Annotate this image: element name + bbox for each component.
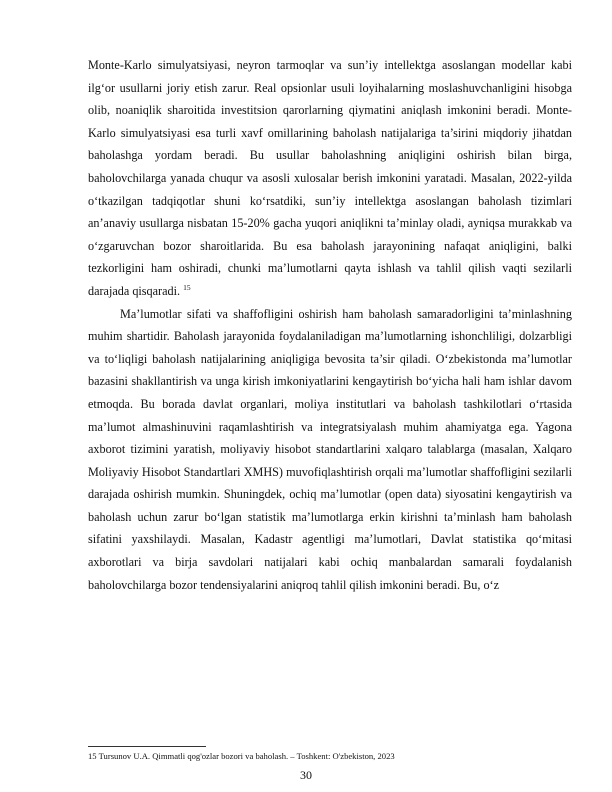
paragraph-1-text: Monte-Karlo simulyatsiyasi, neyron tarmoqlar va sun’iy intellektga asoslangan modellar kabi ilg‘or usullarni joriy etish zarur. Real opsionlar usuli loyihalarning moslashuvchanligini hisobga olib, noaniqlik sharoitida investitsion qarorlarning qiymatini aniqlash imkonini beradi. Monte-Karlo simulyatsiyasi esa turli xavf omillarining baholash natijalariga ta’sirini miqdoriy jihatdan baholashga yordam beradi. Bu usullar baholashning aniqligini oshirish bilan birga, baholovchilarga yanada chuqur va asosli xulosalar berish imkonini yaratadi. Masalan, 2022-yilda o‘tkazilgan tadqiqotlar shuni ko‘rsatdiki, sun’iy intellektga asoslangan baholash tizimlari an’anaviy usullarga nisbatan 15-20% gacha yuqori aniqlikni ta’minlay oladi, ayniqsa murakkab va o‘zgaruvchan bozor sharoitlarida. Bu esa baholash jarayonining nafaqat aniqligini, balki tezkorligini ham oshiradi, chunki ma’lumotlarni qayta ishlash va tahlil qilish vaqti sezilarli darajada qisqaradi. bbox=[88, 58, 572, 298]
paragraph-2-text: Ma’lumotlar sifati va shaffofligini oshirish ham baholash samaradorligini ta’minlashning muhim shartidir. Baholash jarayonida foydalaniladigan ma’lumotlarning ishonchliligi, dolzarbligi va to‘liqligi baholash natijalarining aniqligiga bevosita ta’sir qiladi. O‘zbekistonda ma’lumotlar bazasini shakllantirish va unga kirish imkoniyatlarini kengaytirish bo‘yicha hali ham ishlar davom etmoqda. Bu borada davlat organlari, moliya institutlari va baholash tashkilotlari o‘rtasida ma’lumot almashinuvini raqamlashtirish va integratsiyalash muhim ahamiyatga ega. Yagona axborot tizimini yaratish, moliyaviy hisobot standartlarini xalqaro talablarga (masalan, Xalqaro Moliyaviy Hisobot Standartlari XMHS) muvofiqlashtirish orqali ma’lumotlar shaffofligini sezilarli darajada oshirish mumkin. Shuningdek, ochiq ma’lumotlar (open data) siyosatini kengaytirish va baholash uchun zarur bo‘lgan statistik ma’lumotlarga erkin kirishni ta’minlash ham baholash sifatini yaxshilaydi. Masalan, Kadastr agentligi ma’lumotlari, Davlat statistika qo‘mitasi axborotlari va birja savdolari natijalari kabi ochiq manbalardan samarali foydalanish baholovchilarga bozor tendensiyalarini aniqroq tahlil qilish imkonini beradi. Bu, o‘z bbox=[88, 306, 572, 592]
footnote: 15 Tursunov U.A. Qimmatli qog'ozlar bozori va baholash. – Toshkent: O'zbekiston, 2023 bbox=[88, 751, 395, 761]
page-body bbox=[88, 54, 572, 596]
paragraph-1 bbox=[88, 54, 572, 303]
footnote-divider bbox=[88, 746, 206, 747]
paragraph-2 bbox=[88, 303, 572, 597]
footnote-reference[interactable]: 15 bbox=[183, 282, 191, 292]
page-number: 30 bbox=[300, 768, 312, 782]
